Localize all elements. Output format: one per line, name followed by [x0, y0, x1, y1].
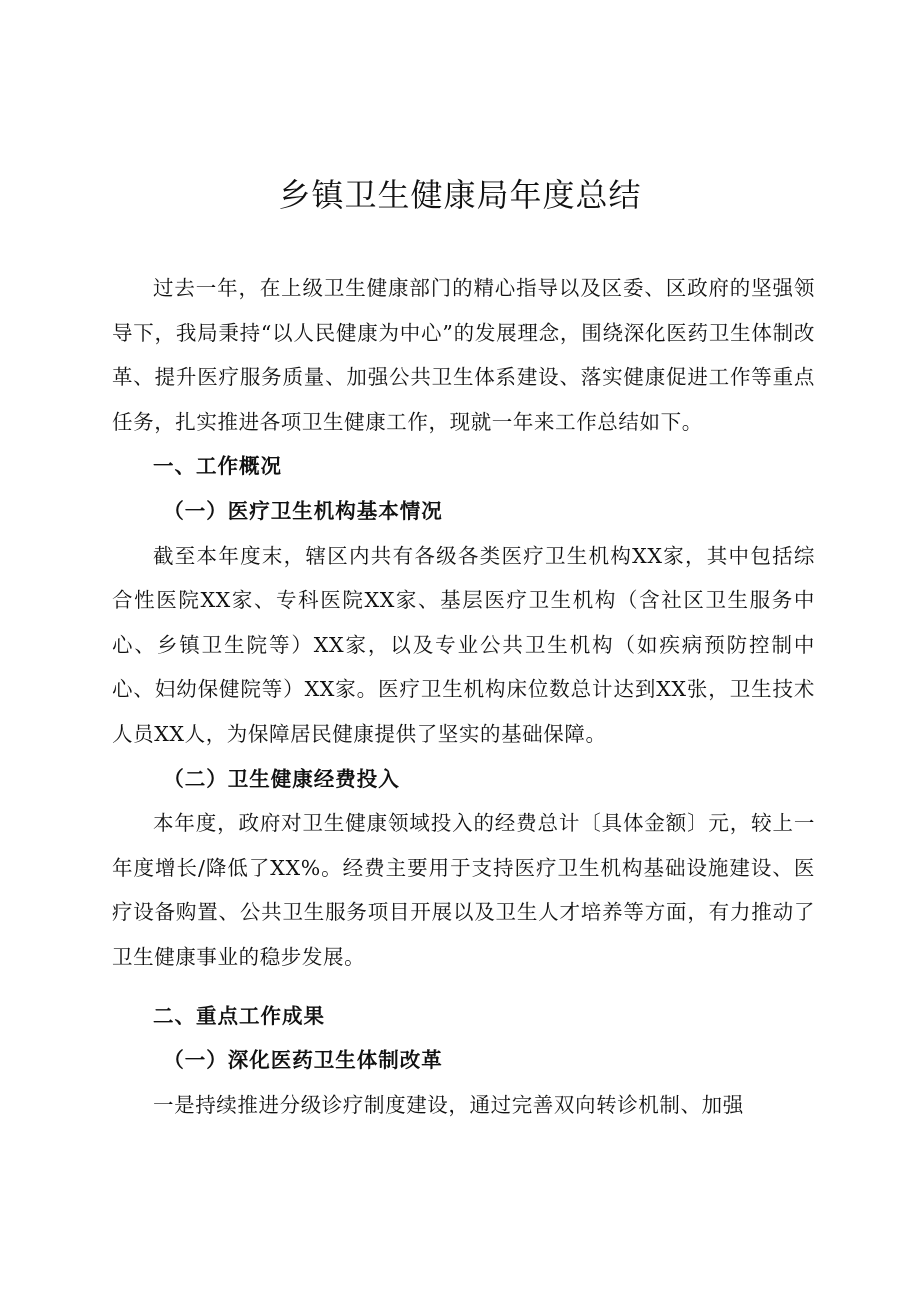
section1-sub1-paragraph: 截至本年度末，辖区内共有各级各类医疗卫生机构XX家，其中包括综合性医院XX家、专科医院XX家、基层医疗卫生机构（含社区卫生服务中心、乡镇卫生院等）XX家，以及专业公共卫生机构（如疾病预防控制中心、妇幼保健院等）XX家。医疗卫生机构床位数总计达到XX张，卫生技术人员XX人，为保障居民健康提供了坚实的基础保障。 [112, 543, 815, 746]
document-body [112, 266, 815, 1127]
section-gap [112, 980, 815, 994]
section1-sub1-heading: （一）医疗卫生机构基本情况 [163, 498, 443, 523]
document-title: 乡镇卫生健康局年度总结 [278, 176, 642, 214]
intro-paragraph: 过去一年，在上级卫生健康部门的精心指导以及区委、区政府的坚强领导下，我局秉持“以人民健康为中心”的发展理念，围绕深化医药卫生体制改革、提升医疗服务质量、加强公共卫生体系建设、落实健康促进工作等重点任务，扎实推进各项卫生健康工作，现就一年来工作总结如下。 [112, 276, 815, 434]
section2-sub1-paragraph: 一是持续推进分级诊疗制度建设，通过完善双向转诊机制、加强 [153, 1092, 744, 1117]
section2-heading: 二、重点工作成果 [153, 1003, 325, 1028]
section1-sub2-heading: （二）卫生健康经费投入 [163, 766, 400, 791]
section1-heading: 一、工作概况 [153, 454, 282, 479]
section2-sub1-heading: （一）深化医药卫生体制改革 [163, 1048, 443, 1073]
section1-sub2-paragraph: 本年度，政府对卫生健康领域投入的经费总计〔具体金额〕元，较上一年度增长/降低了XX%。经费主要用于支持医疗卫生机构基础设施建设、医疗设备购置、公共卫生服务项目开展以及卫生人才培养等方面，有力推动了卫生健康事业的稳步发展。 [112, 811, 815, 969]
